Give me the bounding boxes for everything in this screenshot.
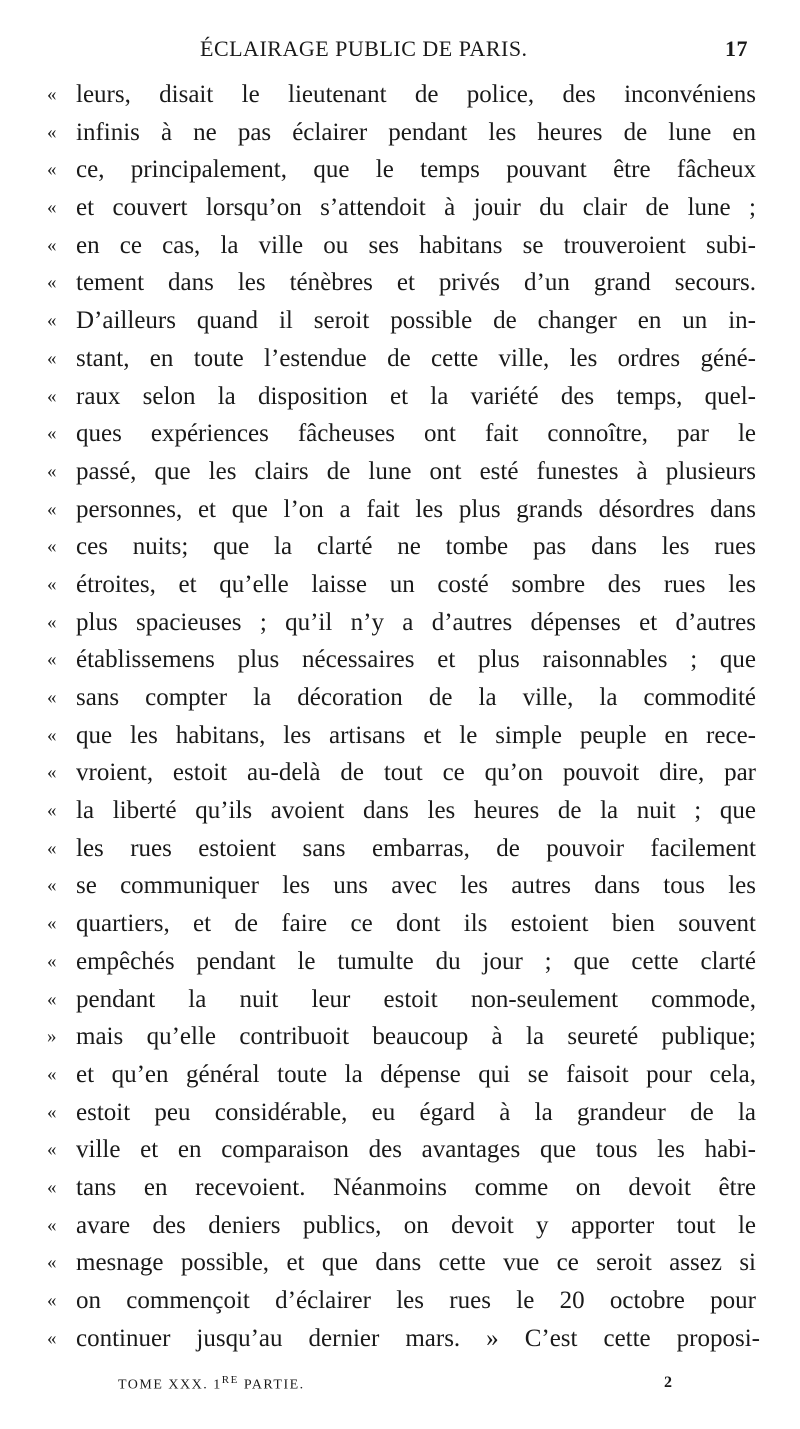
text-line bbox=[0, 340, 800, 378]
line-text: pendant la nuit leur estoit non-seulement commode, bbox=[76, 985, 756, 1013]
line-text: passé, que les clairs de lune ont esté funestes à plusieurs bbox=[76, 457, 756, 485]
quote-mark: « bbox=[47, 460, 57, 482]
text-line bbox=[0, 566, 800, 604]
quote-mark: « bbox=[47, 1214, 57, 1236]
line-text: mais qu’elle contribuoit beaucoup à la seureté publique; bbox=[76, 1023, 756, 1051]
quote-mark: « bbox=[47, 611, 57, 633]
line-text: plus spacieuses ; qu’il n’y a d’autres dépenses et d’autres bbox=[76, 608, 756, 636]
quote-mark: « bbox=[47, 913, 57, 935]
signature-main: TOME XXX. 1 bbox=[118, 1377, 222, 1393]
text-line bbox=[0, 717, 800, 755]
quote-mark: « bbox=[47, 310, 57, 332]
text-line bbox=[0, 151, 800, 189]
text-line bbox=[0, 641, 800, 679]
quote-mark: » bbox=[47, 1026, 57, 1048]
quote-mark: « bbox=[47, 234, 57, 256]
quote-mark: « bbox=[47, 423, 57, 445]
quote-mark: « bbox=[47, 837, 57, 859]
line-text: ces nuits; que la clarté ne tombe pas dans les rues bbox=[76, 533, 756, 561]
text-line bbox=[0, 453, 800, 491]
line-text: et couvert lorsqu’on s’attendoit à jouir du clair de lune ; bbox=[76, 194, 756, 222]
quote-mark: « bbox=[47, 536, 57, 558]
running-title: ÉCLAIRAGE PUBLIC DE PARIS. bbox=[200, 36, 528, 61]
line-text: leurs, disait le lieutenant de police, des inconvéniens bbox=[76, 81, 756, 108]
text-line bbox=[0, 1056, 800, 1094]
text-line bbox=[0, 867, 800, 905]
line-text: la liberté qu’ils avoient dans les heures de la nuit ; que bbox=[76, 797, 756, 825]
quote-mark: « bbox=[47, 762, 57, 784]
text-line bbox=[0, 1244, 800, 1282]
text-line bbox=[0, 528, 800, 566]
quote-mark: « bbox=[47, 197, 57, 219]
signature-tail: PARTIE. bbox=[238, 1377, 305, 1393]
sheet-number: 2 bbox=[664, 1374, 674, 1391]
quote-mark: « bbox=[47, 84, 57, 105]
quote-mark: « bbox=[47, 347, 57, 369]
quote-mark: « bbox=[47, 1063, 57, 1085]
text-line bbox=[0, 679, 800, 717]
line-text: continuer jusqu’au dernier mars. » C’est cette proposi- bbox=[76, 1324, 760, 1352]
text-line bbox=[0, 754, 800, 792]
line-text: que les habitans, les artisans et le simple peuple en rece- bbox=[76, 721, 756, 749]
quote-mark: « bbox=[47, 385, 57, 407]
signature-sup: RE bbox=[221, 1374, 239, 1386]
quote-mark: « bbox=[47, 121, 57, 143]
line-text: établissemens plus nécessaires et plus raisonnables ; que bbox=[76, 646, 756, 674]
text-line bbox=[0, 415, 800, 453]
quote-mark: « bbox=[47, 159, 57, 181]
line-text: ville et en comparaison des avantages que tous les habi- bbox=[76, 1136, 756, 1164]
line-text: avare des deniers publics, on devoit y apporter tout le bbox=[76, 1211, 756, 1239]
quote-mark: « bbox=[47, 498, 57, 520]
line-text: personnes, et que l’on a fait les plus grands désordres dans bbox=[76, 495, 756, 523]
quote-mark: « bbox=[47, 988, 57, 1010]
quote-mark: « bbox=[47, 687, 57, 708]
line-text: raux selon la disposition et la variété des temps, quel- bbox=[76, 382, 756, 410]
signature-mark bbox=[118, 1374, 305, 1394]
page-footer bbox=[0, 1374, 800, 1402]
quote-mark: « bbox=[47, 950, 57, 972]
text-line bbox=[0, 905, 800, 943]
text-line bbox=[0, 1207, 800, 1245]
text-line bbox=[0, 227, 800, 265]
line-text: infinis à ne pas éclairer pendant les heures de lune en bbox=[76, 118, 756, 146]
quote-mark: « bbox=[47, 1139, 57, 1161]
line-text: D’ailleurs quand il seroit possible de changer en un in- bbox=[76, 307, 756, 335]
quote-mark: « bbox=[47, 1176, 57, 1198]
text-line bbox=[0, 76, 800, 114]
line-text: ques expériences fâcheuses ont fait connoître, par le bbox=[76, 420, 756, 448]
text-line bbox=[0, 830, 800, 868]
line-text: quartiers, et de faire ce dont ils estoient bien souvent bbox=[76, 910, 756, 938]
line-text: ce, principalement, que le temps pouvant être fâcheux bbox=[76, 156, 756, 184]
text-line bbox=[0, 1018, 800, 1056]
text-line bbox=[0, 302, 800, 340]
quote-mark: « bbox=[47, 272, 57, 294]
quote-mark: « bbox=[47, 1252, 57, 1274]
quote-mark: « bbox=[47, 800, 57, 822]
body-text bbox=[0, 76, 800, 1357]
text-line bbox=[0, 792, 800, 830]
text-line bbox=[0, 604, 800, 642]
text-line bbox=[0, 1282, 800, 1320]
line-text: tans en recevoient. Néanmoins comme on devoit être bbox=[76, 1173, 756, 1201]
line-text: étroites, et qu’elle laisse un costé sombre des rues les bbox=[76, 570, 756, 598]
line-text: en ce cas, la ville ou ses habitans se trouveroient subi- bbox=[76, 231, 756, 259]
line-text: et qu’en général toute la dépense qui se faisoit pour cela, bbox=[76, 1060, 756, 1088]
running-header bbox=[200, 36, 748, 66]
text-line bbox=[0, 1320, 800, 1358]
text-line bbox=[0, 1094, 800, 1132]
line-text: se communiquer les uns avec les autres dans tous les bbox=[76, 872, 756, 900]
text-line bbox=[0, 1169, 800, 1207]
quote-mark: « bbox=[47, 649, 57, 671]
line-text: les rues estoient sans embarras, de pouvoir facilement bbox=[76, 834, 756, 862]
line-text: on commençoit d’éclairer les rues le 20 octobre pour bbox=[76, 1287, 756, 1314]
line-text: mesnage possible, et que dans cette vue ce seroit assez si bbox=[76, 1249, 756, 1277]
page-number: 17 bbox=[725, 36, 748, 61]
quote-mark: « bbox=[47, 724, 57, 746]
text-line bbox=[0, 189, 800, 227]
line-text: stant, en toute l’estendue de cette ville, les ordres géné- bbox=[76, 344, 756, 372]
text-line bbox=[0, 981, 800, 1019]
quote-mark: « bbox=[47, 573, 57, 595]
text-line bbox=[0, 943, 800, 981]
quote-mark: « bbox=[47, 875, 57, 897]
line-text: vroient, estoit au-delà de tout ce qu’on pouvoit dire, par bbox=[76, 759, 756, 787]
text-line bbox=[0, 378, 800, 416]
line-text: estoit peu considérable, eu égard à la grandeur de la bbox=[76, 1098, 756, 1126]
quote-mark: « bbox=[47, 1290, 57, 1311]
quote-mark: « bbox=[47, 1101, 57, 1123]
text-line bbox=[0, 264, 800, 302]
text-line bbox=[0, 1131, 800, 1169]
text-line bbox=[0, 491, 800, 529]
line-text: empêchés pendant le tumulte du jour ; que cette clarté bbox=[76, 947, 756, 975]
quote-mark: « bbox=[47, 1327, 57, 1349]
line-text: sans compter la décoration de la ville, la commodité bbox=[76, 684, 756, 711]
text-line bbox=[0, 114, 800, 152]
line-text: tement dans les ténèbres et privés d’un grand secours. bbox=[76, 269, 756, 297]
